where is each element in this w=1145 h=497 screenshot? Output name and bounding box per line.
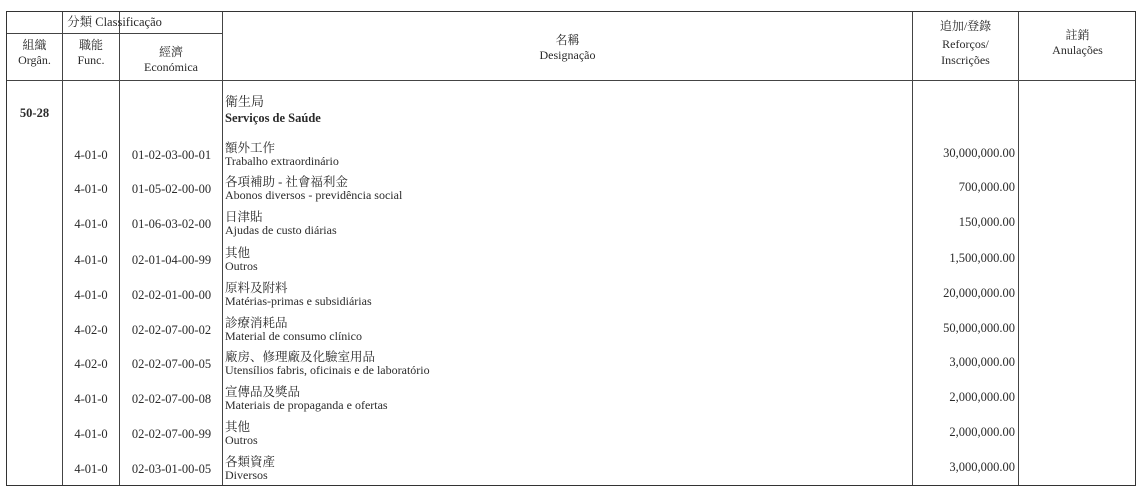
item-name-zh: 原料及附料 [225,281,288,295]
amount: 700,000.00 [958,180,1015,194]
func-code: 4-02-0 [74,357,108,371]
org-header-pt: Orgân. [18,53,51,67]
func-code: 4-01-0 [74,253,108,267]
func-code: 4-02-0 [74,323,108,337]
func-code: 4-01-0 [74,148,108,162]
amount: 3,000,000.00 [949,355,1015,369]
header-divider [7,33,222,34]
org-code: 50-28 [19,106,50,120]
amount: 20,000,000.00 [943,286,1015,300]
budget-table [6,11,1136,486]
item-name-zh: 廠房、修理廠及化驗室用品 [225,350,376,364]
name-header-zh: 名稱 [555,33,580,47]
table-row [7,278,1135,312]
func-code: 4-01-0 [74,462,108,476]
eco-header-pt: Económica [144,60,198,74]
func-code: 4-01-0 [74,217,108,231]
func-code: 4-01-0 [74,182,108,196]
table-row [7,347,1135,381]
item-name-zh: 各項補助 - 社會福利金 [225,175,348,189]
amount: 3,000,000.00 [949,460,1015,474]
table-row [7,313,1135,347]
section-title-pt: Serviços de Saúde [225,111,321,125]
item-name-pt: Outros [225,433,258,447]
func-code: 4-01-0 [74,392,108,406]
item-name-zh: 診療消耗品 [225,316,288,330]
item-name-pt: Utensílios fabris, oficinais e de laboratório [225,363,430,377]
func-code: 4-01-0 [74,427,108,441]
eco-code: 01-06-03-02-00 [131,217,212,231]
amount: 50,000,000.00 [943,321,1015,335]
amount: 2,000,000.00 [949,390,1015,404]
item-name-zh: 各類資產 [225,455,276,469]
item-name-zh: 宣傳品及獎品 [225,385,301,399]
table-row [7,417,1135,451]
eco-code: 02-02-07-00-99 [131,427,212,441]
table-row [7,452,1135,486]
section-title-zh: 衛生局 [225,94,265,109]
item-name-pt: Abonos diversos - previdência social [225,188,403,202]
table-row [7,138,1135,172]
eco-code: 01-05-02-00-00 [131,182,212,196]
amount: 30,000,000.00 [943,146,1015,160]
table-row [7,172,1135,206]
header-bottom-line [7,80,1135,81]
annulment-header-zh: 註銷 [1065,28,1090,42]
eco-code: 02-01-04-00-99 [131,253,212,267]
item-name-pt: Ajudas de custo diárias [225,223,337,237]
amount: 2,000,000.00 [949,425,1015,439]
item-name-zh: 額外工作 [225,141,276,155]
func-header-zh: 職能 [78,38,103,52]
func-code: 4-01-0 [74,288,108,302]
reinforcement-header-zh: 追加/登錄 [939,19,992,33]
func-header-pt: Func. [77,53,105,67]
amount: 1,500,000.00 [949,251,1015,265]
amount: 150,000.00 [958,215,1015,229]
eco-header-zh: 經濟 [158,45,183,59]
item-name-zh: 日津貼 [225,210,263,224]
table-row [7,207,1135,241]
inscription-header-pt: Inscrições [941,53,990,67]
org-header-zh: 組織 [22,38,47,52]
item-name-zh: 其他 [225,420,251,434]
item-name-pt: Diversos [225,468,268,482]
eco-code: 02-02-07-00-08 [131,392,212,406]
item-name-pt: Materiais de propaganda e ofertas [225,398,388,412]
table-row [7,382,1135,416]
item-name-zh: 其他 [225,246,251,260]
reinforcement-header-pt: Reforços/ [942,37,989,51]
eco-code: 02-03-01-00-05 [131,462,212,476]
eco-code: 02-02-07-00-05 [131,357,212,371]
eco-code: 02-02-01-00-00 [131,288,212,302]
annulment-header-pt: Anulações [1052,43,1103,57]
table-row [7,243,1135,277]
classification-header: 分類 Classificação [67,15,162,29]
eco-code: 01-02-03-00-01 [131,148,212,162]
eco-code: 02-02-07-00-02 [131,323,212,337]
name-header-pt: Designação [539,48,596,62]
item-name-pt: Outros [225,259,258,273]
item-name-pt: Trabalho extraordinário [225,154,339,168]
item-name-pt: Material de consumo clínico [225,329,362,343]
item-name-pt: Matérias-primas e subsidiárias [225,294,372,308]
